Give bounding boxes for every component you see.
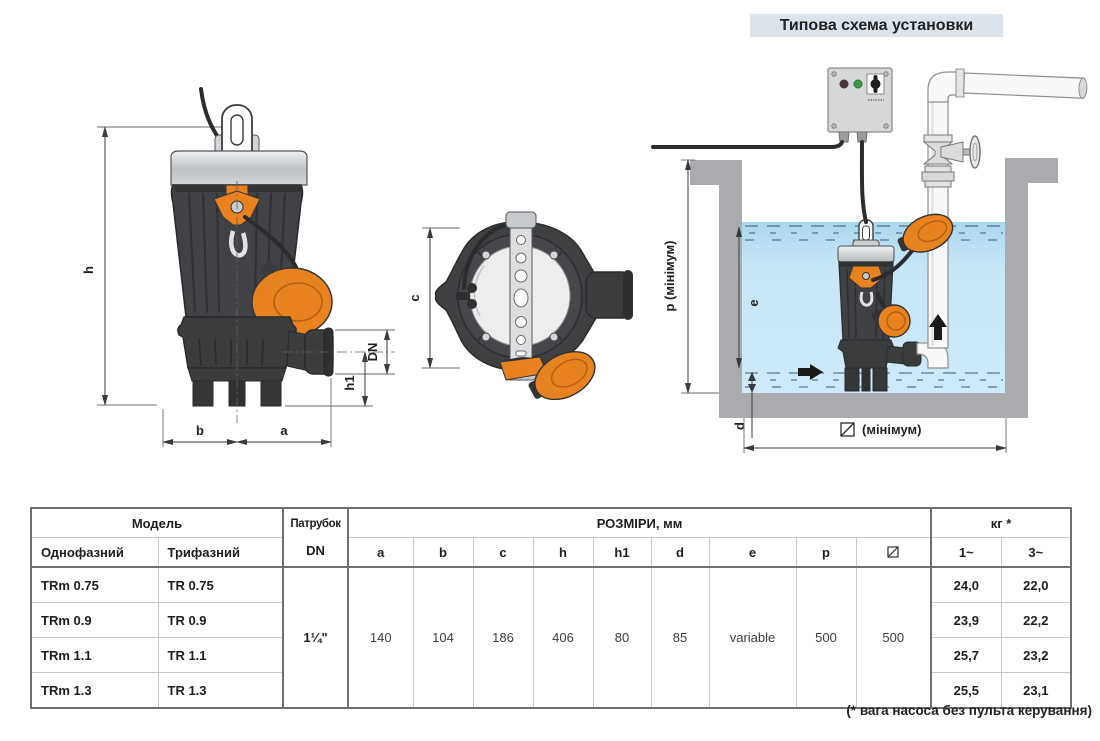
dim-label-pit-width: (мінімум) bbox=[862, 422, 922, 437]
cell-model-single: TRm 1.3 bbox=[31, 673, 158, 709]
cell-dn: 1¼" bbox=[283, 567, 348, 708]
header-model-group: Модель bbox=[31, 508, 283, 538]
cell-kg1: 23,9 bbox=[931, 603, 1001, 638]
cell-dim-c: 186 bbox=[473, 567, 533, 708]
square-slash-icon bbox=[841, 423, 854, 436]
cell-kg1: 24,0 bbox=[931, 567, 1001, 603]
pump-cable bbox=[862, 142, 866, 222]
cell-dim-h1: 80 bbox=[593, 567, 651, 708]
dim-label-b: b bbox=[196, 423, 204, 438]
supply-cable bbox=[653, 142, 842, 147]
dimension-p bbox=[662, 160, 719, 393]
cell-dim-a: 140 bbox=[348, 567, 413, 708]
weight-footnote: (* вага насоса без пульта керування) bbox=[846, 703, 1092, 718]
indicator-green bbox=[854, 80, 862, 88]
dim-label-dn: DN bbox=[365, 342, 380, 362]
pump-side-view-drawing bbox=[55, 85, 400, 460]
dim-label-p: p (мінімум) bbox=[662, 240, 677, 312]
dim-label-h1: h1 bbox=[342, 375, 357, 391]
col-header-e: e bbox=[709, 538, 796, 568]
dimension-pit-width bbox=[744, 418, 1006, 453]
pump-top-view bbox=[435, 212, 633, 400]
cell-dim-d: 85 bbox=[651, 567, 709, 708]
col-header-a: a bbox=[348, 538, 413, 568]
table-row bbox=[31, 567, 1071, 603]
pump-side-view bbox=[171, 89, 395, 423]
cell-dim-p: 500 bbox=[796, 567, 856, 708]
cell-dim-pit: 500 bbox=[856, 567, 931, 708]
col-header-p: p bbox=[796, 538, 856, 568]
cell-kg3: 23,2 bbox=[1001, 638, 1071, 673]
cell-model-three: TR 1.3 bbox=[158, 673, 283, 709]
col-header-pit-width bbox=[856, 538, 931, 568]
dim-label-a: a bbox=[280, 423, 288, 438]
cell-model-single: TRm 1.1 bbox=[31, 638, 158, 673]
pump-top-view-drawing bbox=[400, 200, 640, 400]
specifications-table bbox=[30, 507, 1072, 709]
cell-model-three: TR 0.75 bbox=[158, 567, 283, 603]
top-elbow bbox=[928, 72, 958, 102]
valve-handwheel bbox=[970, 136, 980, 168]
dim-label-d: d bbox=[732, 422, 747, 430]
dim-label-c: c bbox=[407, 294, 422, 302]
dimension-b-a bbox=[163, 378, 331, 447]
control-panel bbox=[828, 68, 892, 142]
indicator-red bbox=[840, 80, 848, 88]
cell-dim-h: 406 bbox=[533, 567, 593, 708]
col-header-h: h bbox=[533, 538, 593, 568]
header-port-label: Патрубок bbox=[290, 517, 341, 530]
cell-kg3: 22,0 bbox=[1001, 567, 1071, 603]
col-header-single-phase: Однофазний bbox=[31, 538, 158, 568]
header-port-dn: DN bbox=[306, 542, 325, 558]
volute bbox=[178, 317, 296, 368]
cell-dim-b: 104 bbox=[413, 567, 473, 708]
cell-kg3: 22,2 bbox=[1001, 603, 1071, 638]
col-header-three-phase: Трифазний bbox=[158, 538, 283, 568]
dim-label-h: h bbox=[81, 266, 96, 274]
cell-model-three: TR 0.9 bbox=[158, 603, 283, 638]
header-weight-group: кг * bbox=[931, 508, 1071, 538]
col-header-d: d bbox=[651, 538, 709, 568]
cell-model-single: TRm 0.75 bbox=[31, 567, 158, 603]
banner bbox=[750, 14, 1003, 37]
cell-kg1: 25,5 bbox=[931, 673, 1001, 709]
cell-model-three: TR 1.1 bbox=[158, 638, 283, 673]
gate-valve bbox=[922, 135, 980, 187]
pit-floor bbox=[719, 393, 1028, 418]
col-header-kg1: 1~ bbox=[931, 538, 1001, 568]
motor-cap bbox=[171, 151, 307, 185]
dim-label-e: e bbox=[746, 299, 761, 307]
header-port bbox=[283, 508, 348, 567]
cell-dim-e: variable bbox=[709, 567, 796, 708]
col-header-kg3: 3~ bbox=[1001, 538, 1071, 568]
header-dims-group: РОЗМІРИ, мм bbox=[348, 508, 931, 538]
col-header-b: b bbox=[413, 538, 473, 568]
horizontal-pipe bbox=[964, 73, 1088, 98]
col-header-c: c bbox=[473, 538, 533, 568]
banner-title: Типова схема установки bbox=[779, 16, 974, 34]
cell-kg1: 25,7 bbox=[931, 638, 1001, 673]
col-header-h1: h1 bbox=[593, 538, 651, 568]
cell-kg3: 23,1 bbox=[1001, 673, 1071, 709]
square-slash-icon bbox=[887, 546, 899, 558]
cell-model-single: TRm 0.9 bbox=[31, 603, 158, 638]
installation-scheme bbox=[645, 50, 1100, 460]
